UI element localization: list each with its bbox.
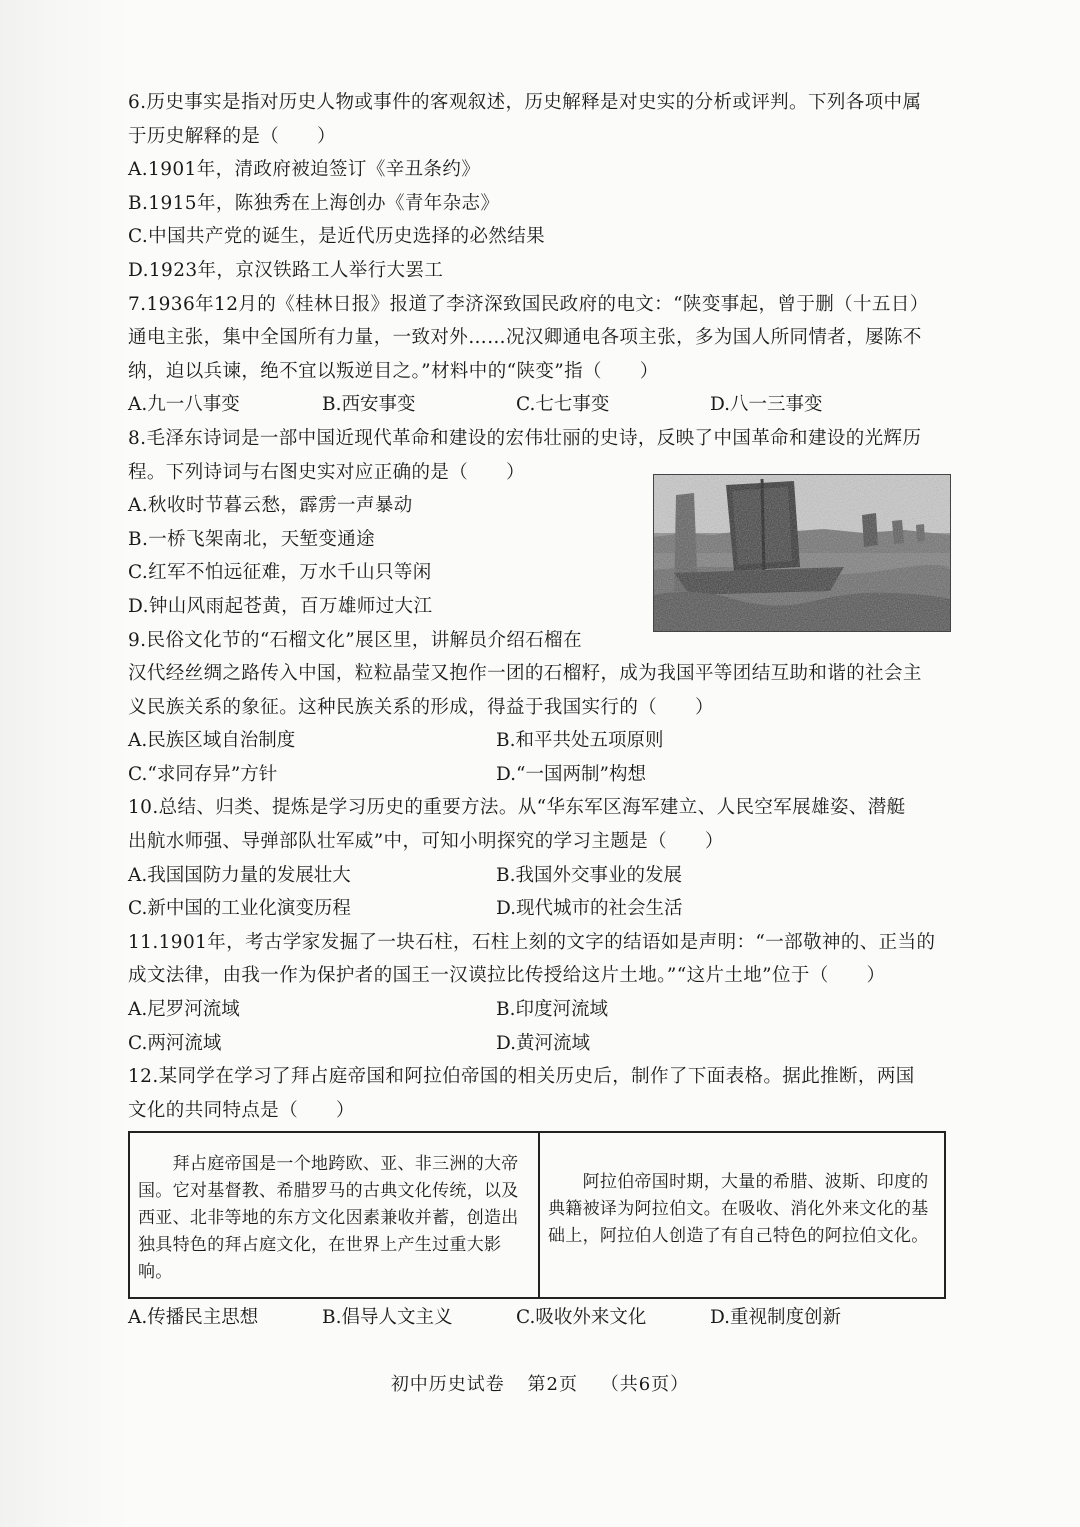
question-stem: 程。下列诗词与右图史实对应正确的是（ ） — [128, 461, 525, 483]
question-9 — [128, 624, 954, 792]
option-c: C.红军不怕远征难，万水千山只等闲 — [128, 562, 432, 584]
question-stem: 通电主张，集中全国所有力量，一致对外……况汉卿通电各项主张，多为国人所同情者，屡陈不 — [128, 327, 922, 349]
question-stem: 出航水师强、导弹部队壮军威”中，可知小明探究的学习主题是（ ） — [128, 831, 724, 853]
option-c: C.吸收外来文化 — [516, 1307, 647, 1329]
option-a: A.民族区域自治制度 — [128, 730, 296, 752]
question-stem: 义民族关系的象征。这种民族关系的形成，得益于我国实行的（ ） — [128, 696, 714, 718]
option-a: A.尼罗河流域 — [128, 999, 240, 1021]
options-row — [128, 1301, 954, 1335]
option-b: B.和平共处五项原则 — [496, 730, 664, 752]
question-stem: 11.1901年，考古学家发掘了一块石柱，石柱上刻的文字的结语如是声明：“一部敬神的、正当的 — [128, 931, 936, 953]
question-11 — [128, 926, 954, 1060]
options-row — [128, 993, 954, 1027]
question-stem: 7.1936年12月的《桂林日报》报道了李济深致国民政府的电文：“陕变事起，曾于删（十五日） — [128, 293, 929, 315]
option-c: C.中国共产党的诞生，是近代历史选择的必然结果 — [128, 226, 546, 248]
options-row — [128, 724, 954, 758]
page-footer — [0, 1370, 1080, 1396]
option-b: B.倡导人文主义 — [322, 1307, 453, 1329]
footer-title: 初中历史试卷 — [390, 1374, 505, 1395]
option-b: B.1915年，陈独秀在上海创办《青年杂志》 — [128, 192, 500, 214]
table-cell-byzantine: 拜占庭帝国是一个地跨欧、亚、非三洲的大帝国。它对基督教、希腊罗马的古典文化传统，以及西亚、北非等地的东方文化因素兼收并蓄，创造出独具特色的拜占庭文化，在世界上产生过重大影响。 — [130, 1133, 540, 1297]
options-row — [128, 758, 954, 792]
option-d: D.现代城市的社会生活 — [496, 898, 683, 920]
question-stem: 成文法律，由我一作为保护者的国王一汉谟拉比传授给这片土地。”“这片土地”位于（ ） — [128, 965, 886, 987]
comparison-table — [128, 1131, 946, 1299]
option-d: D.钟山风雨起苍黄，百万雄师过大江 — [128, 595, 433, 617]
question-stem: 文化的共同特点是（ ） — [128, 1099, 355, 1121]
footer-total: （共6页） — [600, 1374, 690, 1395]
question-stem: 12.某同学在学习了拜占庭帝国和阿拉伯帝国的相关历史后，制作了下面表格。据此推断，两国 — [128, 1066, 915, 1088]
river-crossing-photo — [653, 474, 951, 632]
question-12 — [128, 1060, 954, 1335]
footer-page: 第2页 — [527, 1374, 578, 1395]
option-d: D.1923年，京汉铁路工人举行大罢工 — [128, 259, 444, 281]
table-cell-arab: 阿拉伯帝国时期，大量的希腊、波斯、印度的典籍被译为阿拉伯文。在吸收、消化外来文化的基础上，阿拉伯人创造了有自己特色的阿拉伯文化。 — [548, 1172, 929, 1247]
option-b: B.一桥飞架南北，天堑变通途 — [128, 528, 376, 550]
question-stem: 6.历史事实是指对历史人物或事件的客观叙述，历史解释是对史实的分析或评判。下列各项中属 — [128, 92, 922, 113]
question-stem: 8.毛泽东诗词是一部中国近现代革命和建设的宏伟壮丽的史诗，反映了中国革命和建设的光辉历 — [128, 427, 922, 449]
options-row — [128, 1027, 954, 1061]
option-d: D.重视制度创新 — [710, 1307, 842, 1329]
option-a: A.九一八事变 — [128, 394, 240, 416]
exam-content — [128, 86, 954, 1335]
option-a: A.传播民主思想 — [128, 1307, 259, 1329]
question-7 — [128, 288, 954, 422]
option-d: D.八一三事变 — [710, 394, 823, 416]
question-stem: 9.民俗文化节的“石榴文化”展区里，讲解员介绍石榴在 — [128, 629, 582, 651]
options-row — [128, 892, 954, 926]
option-a: A.秋收时节暮云愁，霹雳一声暴动 — [128, 495, 413, 517]
option-a: A.我国国防力量的发展壮大 — [128, 864, 351, 886]
option-c: C.新中国的工业化演变历程 — [128, 898, 351, 920]
option-b: B.印度河流域 — [496, 999, 608, 1021]
option-c: C.两河流域 — [128, 1032, 222, 1054]
option-c: C.七七事变 — [516, 394, 610, 416]
option-c: C.“求同存异”方针 — [128, 763, 278, 785]
option-d: D.黄河流域 — [496, 1032, 591, 1054]
question-6 — [128, 86, 954, 288]
question-stem: 汉代经丝绸之路传入中国，粒粒晶莹又抱作一团的石榴籽，成为我国平等团结互助和谐的社会主 — [128, 663, 922, 685]
question-stem: 纳，迫以兵谏，绝不宜以叛逆目之。”材料中的“陕变”指（ ） — [128, 360, 659, 382]
question-stem: 于历史解释的是（ ） — [128, 125, 336, 147]
option-b: B.我国外交事业的发展 — [496, 864, 682, 886]
option-d: D.“一国两制”构想 — [496, 763, 646, 785]
option-a: A.1901年，清政府被迫签订《辛丑条约》 — [128, 159, 481, 181]
question-stem: 10.总结、归类、提炼是学习历史的重要方法。从“华东军区海军建立、人民空军展雄姿、潜艇 — [128, 797, 906, 819]
options-row — [128, 388, 954, 422]
options-row — [128, 859, 954, 893]
option-b: B.西安事变 — [322, 394, 416, 416]
question-10 — [128, 791, 954, 925]
